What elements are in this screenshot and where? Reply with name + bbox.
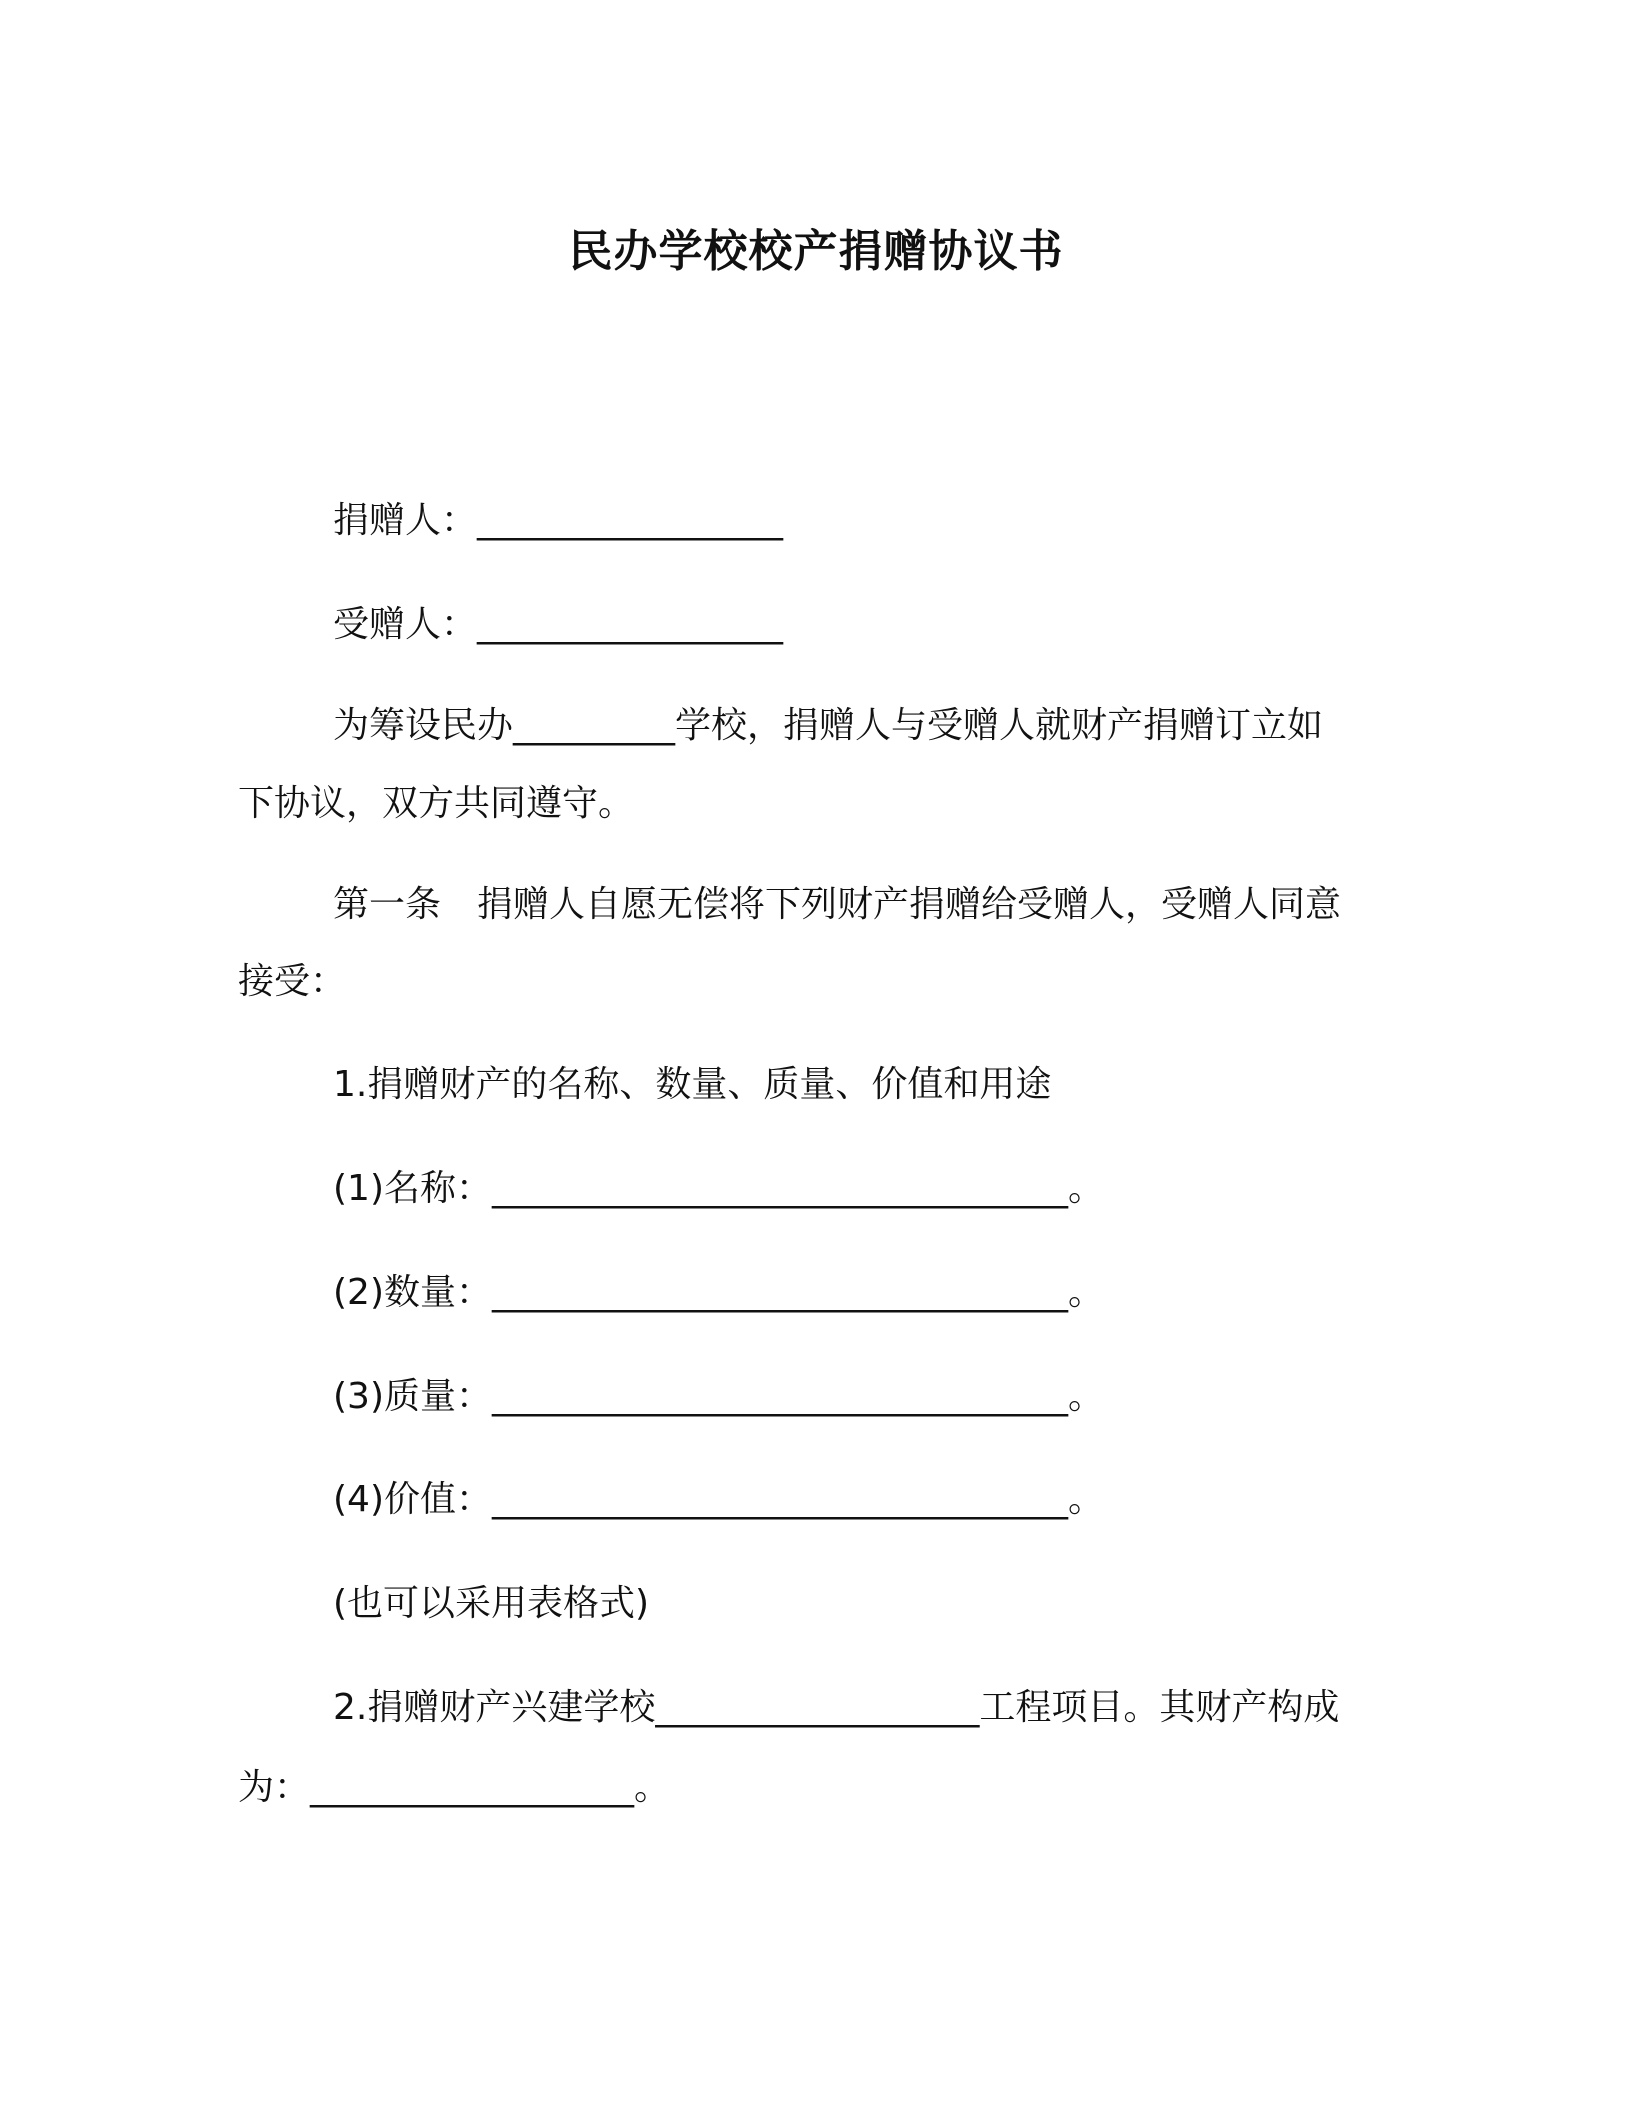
donee-blank: _________________ [477, 604, 784, 645]
article1-line-1: 第一条 捐赠人自愿无偿将下列财产捐赠给受赠人，受赠人同意 [333, 884, 1342, 925]
article1-line-2: 接受： [238, 961, 347, 1002]
project-blank: __________________ [655, 1687, 980, 1728]
field-name-blank: ________________________________ [492, 1168, 1068, 1209]
field-quantity-label: (2)数量： [333, 1272, 492, 1313]
donor-blank: _________________ [477, 500, 784, 541]
field-value-end: 。 [1068, 1479, 1105, 1520]
field-quality-blank: ________________________________ [492, 1376, 1068, 1417]
field-quantity-line [333, 1268, 1104, 1318]
field-name-line [333, 1164, 1104, 1214]
item1-heading: 1.捐赠财产的名称、数量、质量、价值和用途 [333, 1064, 1052, 1105]
intro-line-2: 下协议，双方共同遵守。 [238, 783, 635, 824]
donee-line [333, 600, 783, 650]
field-name-end: 。 [1068, 1168, 1105, 1209]
field-quantity-end: 。 [1068, 1272, 1105, 1313]
item2-suffix: 工程项目。其财产构成 [979, 1687, 1340, 1728]
field-name-label: (1)名称： [333, 1168, 492, 1209]
donor-line [333, 496, 783, 546]
item2-prefix: 2.捐赠财产兴建学校 [333, 1687, 656, 1728]
intro-suffix: 学校，捐赠人与受赠人就财产捐赠订立如 [675, 705, 1324, 746]
field-quality-line [333, 1372, 1104, 1422]
item2-line2-prefix: 为： [238, 1767, 311, 1808]
school-name-blank: _________ [513, 705, 676, 746]
item2-line-2 [238, 1763, 670, 1813]
intro-prefix: 为筹设民办 [333, 705, 514, 746]
item2-line2-end: 。 [634, 1767, 671, 1808]
intro-line-1 [333, 701, 1323, 751]
composition-blank: __________________ [310, 1767, 635, 1808]
table-format-note: (也可以采用表格式) [333, 1583, 650, 1624]
donee-label: 受赠人： [333, 604, 478, 645]
item2-line-1 [333, 1683, 1339, 1733]
field-value-line [333, 1475, 1104, 1525]
field-value-label: (4)价值： [333, 1479, 492, 1520]
field-quantity-blank: ________________________________ [492, 1272, 1068, 1313]
field-quality-end: 。 [1068, 1376, 1105, 1417]
field-value-blank: ________________________________ [492, 1479, 1068, 1520]
document-title: 民办学校校产捐赠协议书 [568, 226, 1064, 277]
donor-label: 捐赠人： [333, 500, 478, 541]
field-quality-label: (3)质量： [333, 1376, 492, 1417]
